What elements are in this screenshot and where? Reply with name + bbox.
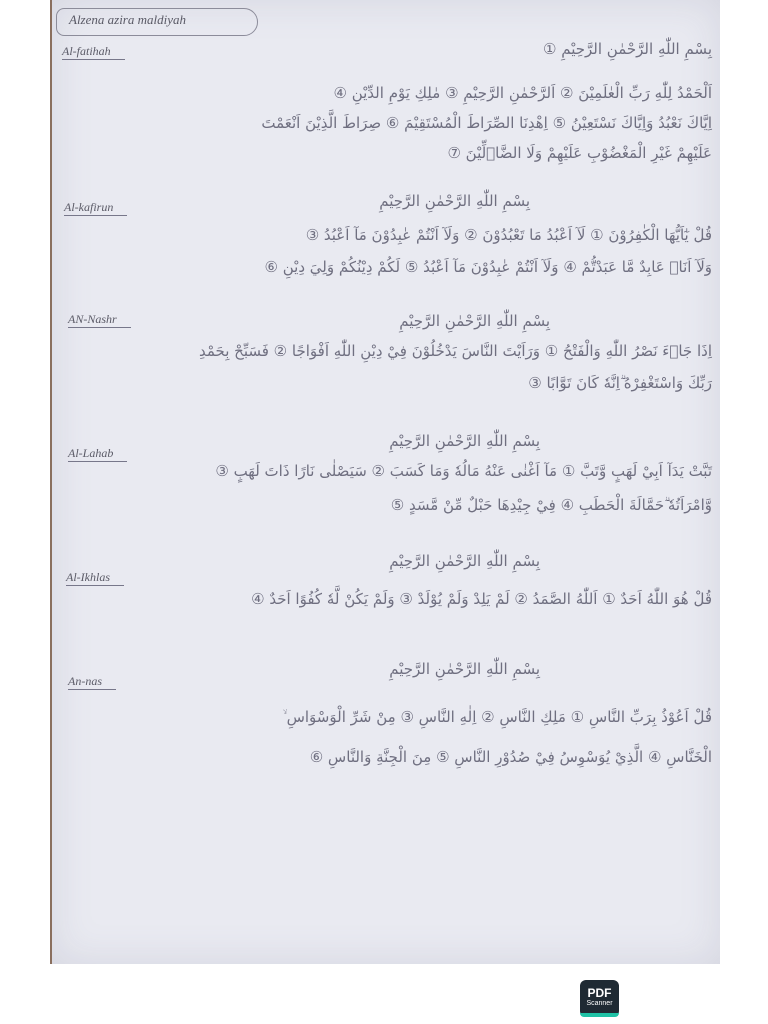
section-title-an-nashr: AN-Nashr bbox=[68, 312, 131, 328]
logo-text-pdf: PDF bbox=[587, 986, 612, 1000]
bismillah: بِسْمِ اللّٰهِ الرَّحْمٰنِ الرَّحِيْمِ bbox=[389, 660, 540, 678]
pdf-scanner-logo bbox=[580, 980, 619, 1017]
ayah-line: رَبِّكَ وَاسْتَغْفِرْهُ ۗاِنَّهٗ كَانَ تَوَّابًا ③ bbox=[528, 374, 712, 392]
bismillah: بِسْمِ اللّٰهِ الرَّحْمٰنِ الرَّحِيْمِ bbox=[379, 192, 530, 210]
ayah-line: تَبَّتْ يَدَآ اَبِيْ لَهَبٍ وَّتَبَّ ① مَآ اَغْنٰى عَنْهُ مَالُهٗ وَمَا كَسَبَ ② سَيَصْلٰى نَارًا ذَاتَ لَهَبٍ ③ bbox=[215, 462, 712, 480]
bismillah: بِسْمِ اللّٰهِ الرَّحْمٰنِ الرَّحِيْمِ bbox=[399, 312, 550, 330]
student-name: Alzena azira maldiyah bbox=[69, 12, 186, 27]
ayah-line: قُلْ اَعُوْذُ بِرَبِّ النَّاسِ ① مَلِكِ النَّاسِ ② اِلٰهِ النَّاسِ ③ مِنْ شَرِّ الْوَسْوَاسِ ۙ bbox=[282, 708, 712, 726]
logo-text-scanner: Scanner bbox=[586, 1000, 613, 1007]
section-title-al-fatihah: Al-fatihah bbox=[62, 44, 125, 60]
ayah-line: قُلْ يٰٓاَيُّهَا الْكٰفِرُوْنَ ① لَآ اَعْبُدُ مَا تَعْبُدُوْنَ ② وَلَآ اَنْتُمْ عٰبِدُوْنَ مَآ اَعْبُدُ ③ bbox=[305, 226, 712, 244]
name-label-box bbox=[56, 8, 258, 36]
ayah-line: الْخَنَّاسِ ④ الَّذِيْ يُوَسْوِسُ فِيْ صُدُوْرِ النَّاسِ ⑤ مِنَ الْجِنَّةِ وَالنَّاسِ ⑥ bbox=[309, 748, 712, 766]
handwritten-page bbox=[50, 0, 720, 964]
section-title-al-kafirun: Al-kafirun bbox=[64, 200, 127, 216]
bismillah: بِسْمِ اللّٰهِ الرَّحْمٰنِ الرَّحِيْمِ bbox=[389, 432, 540, 450]
ayah-line: وَّامْرَاَتُهٗ ۗحَمَّالَةَ الْحَطَبِ ④ فِيْ جِيْدِهَا حَبْلٌ مِّنْ مَّسَدٍ ⑤ bbox=[390, 496, 712, 514]
ayah-line: قُلْ هُوَ اللّٰهُ اَحَدٌ ① اَللّٰهُ الصَّمَدُ ② لَمْ يَلِدْ وَلَمْ يُوْلَدْ ③ وَلَمْ يَكُنْ لَّهٗ كُفُوًا اَحَدٌ ④ bbox=[251, 590, 712, 608]
ayah-line: عَلَيْهِمْ غَيْرِ الْمَغْضُوْبِ عَلَيْهِمْ وَلَا الضَّاۤلِّيْنَ ⑦ bbox=[447, 144, 712, 162]
bismillah: بِسْمِ اللّٰهِ الرَّحْمٰنِ الرَّحِيْمِ ① bbox=[543, 40, 712, 58]
section-title-al-ikhlas: Al-Ikhlas bbox=[66, 570, 124, 586]
ayah-line: اِذَا جَاۤءَ نَصْرُ اللّٰهِ وَالْفَتْحُ ① وَرَاَيْتَ النَّاسَ يَدْخُلُوْنَ فِيْ دِيْنِ اللّٰهِ اَفْوَاجًا ② فَسَبِّحْ بِحَمْدِ bbox=[198, 342, 712, 360]
ayah-line: اَلْحَمْدُ لِلّٰهِ رَبِّ الْعٰلَمِيْنَ ② اَلرَّحْمٰنِ الرَّحِيْمِ ③ مٰلِكِ يَوْمِ الدِّيْنِ ④ bbox=[333, 84, 712, 102]
ayah-line: وَلَآ اَنَا۠ عَابِدٌ مَّا عَبَدْتُّمْ ④ وَلَآ اَنْتُمْ عٰبِدُوْنَ مَآ اَعْبُدُ ⑤ لَكُمْ دِيْنُكُمْ وَلِيَ دِيْنِ ⑥ bbox=[264, 258, 712, 276]
ayah-line: اِيَّاكَ نَعْبُدُ وَاِيَّاكَ نَسْتَعِيْنُ ⑤ اِهْدِنَا الصِّرَاطَ الْمُسْتَقِيْمَ ⑥ صِرَاطَ الَّذِيْنَ اَنْعَمْتَ bbox=[261, 114, 712, 132]
logo-accent-bar bbox=[580, 1013, 619, 1017]
background-surface bbox=[0, 0, 50, 964]
section-title-al-lahab: Al-Lahab bbox=[68, 446, 127, 462]
bismillah: بِسْمِ اللّٰهِ الرَّحْمٰنِ الرَّحِيْمِ bbox=[389, 552, 540, 570]
section-title-an-nas: An-nas bbox=[68, 674, 116, 690]
